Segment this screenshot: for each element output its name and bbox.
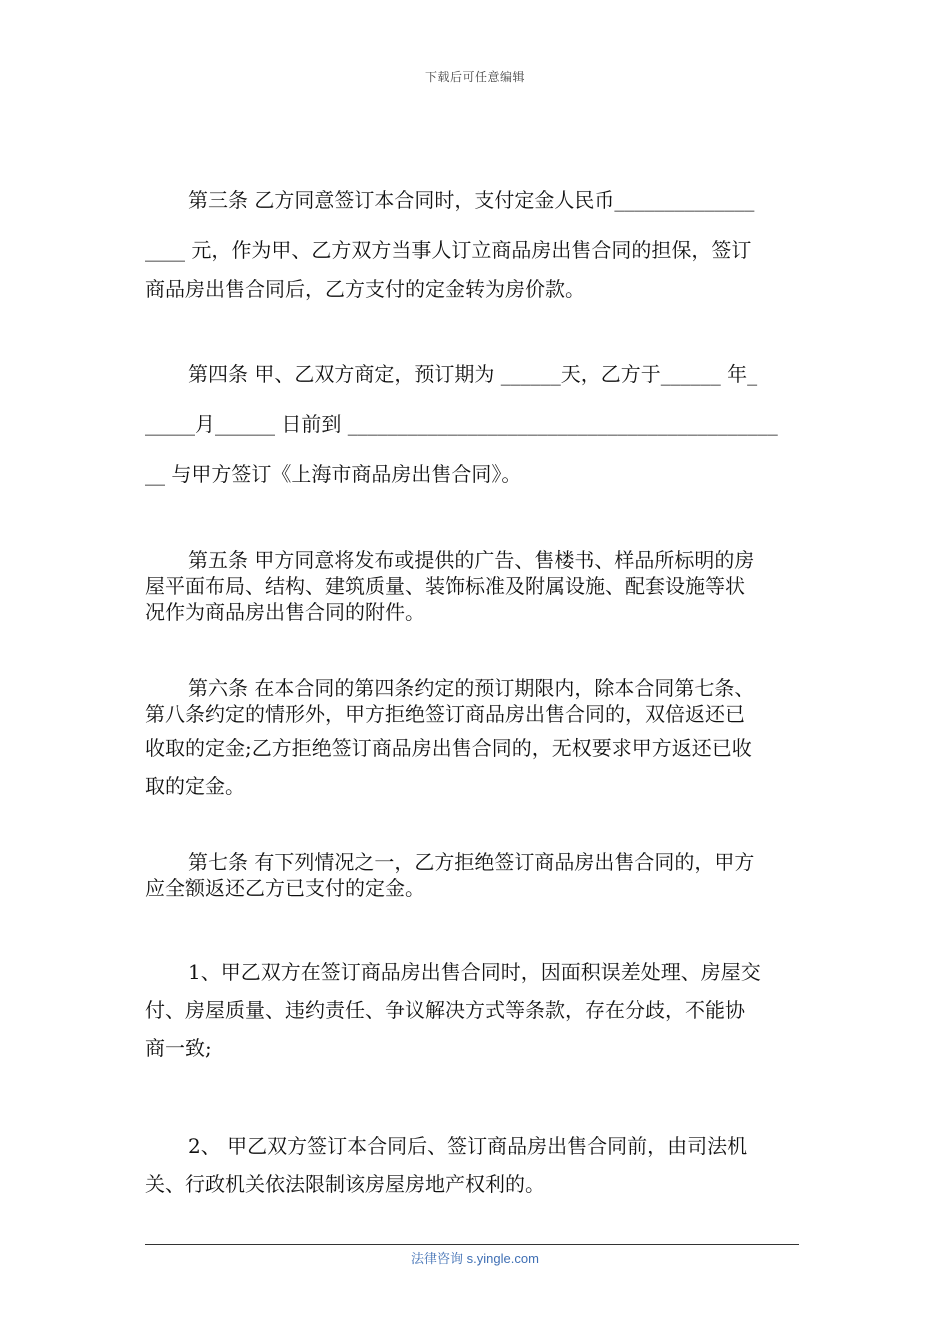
footer-divider xyxy=(145,1244,799,1245)
footer-site: s.yingle.com xyxy=(463,1251,539,1266)
footer-label: 法律咨询 xyxy=(411,1252,464,1267)
clause-4-line-2: _____月______ 日前到 ___________________________________________ xyxy=(145,412,778,436)
clause-6-line-1: 第六条 在本合同的第四条约定的预订期限内，除本合同第七条、 xyxy=(188,676,755,700)
clause-3-line-1: 第三条 乙方同意签订本合同时，支付定金人民币______________ xyxy=(188,188,755,212)
clause-6-line-4: 取的定金。 xyxy=(145,774,245,798)
clause-5-line-2: 屋平面布局、结构、建筑质量、装饰标准及附属设施、配套设施等状 xyxy=(145,574,745,598)
list-item-1-line-1: 1、甲乙双方在签订商品房出售合同时，因面积误差处理、房屋交 xyxy=(188,960,761,984)
footer-link[interactable] xyxy=(0,1248,950,1267)
clause-7-line-2: 应全额返还乙方已支付的定金。 xyxy=(145,876,425,900)
list-item-2-line-1: 2、 甲乙双方签订本合同后、签订商品房出售合同前，由司法机 xyxy=(188,1134,748,1158)
clause-3-line-2: ____ 元，作为甲、乙方双方当事人订立商品房出售合同的担保，签订 xyxy=(145,238,752,262)
clause-5-line-3: 况作为商品房出售合同的附件。 xyxy=(145,600,425,624)
list-item-1-line-2: 付、房屋质量、违约责任、争议解决方式等条款，存在分歧，不能协 xyxy=(145,998,745,1022)
clause-3-line-3: 商品房出售合同后，乙方支付的定金转为房价款。 xyxy=(145,277,585,301)
clause-4-line-1: 第四条 甲、乙双方商定，预订期为 ______天，乙方于______ 年_ xyxy=(188,362,758,386)
clause-7-line-1: 第七条 有下列情况之一，乙方拒绝签订商品房出售合同的，甲方 xyxy=(188,850,755,874)
clause-6-line-3: 收取的定金;乙方拒绝签订商品房出售合同的，无权要求甲方返还已收 xyxy=(145,736,752,760)
clause-4-line-3: __ 与甲方签订《上海市商品房出售合同》。 xyxy=(145,462,522,486)
clause-5-line-1: 第五条 甲方同意将发布或提供的广告、售楼书、样品所标明的房 xyxy=(188,548,755,572)
list-item-1-line-3: 商一致; xyxy=(145,1036,212,1060)
clause-6-line-2: 第八条约定的情形外，甲方拒绝签订商品房出售合同的，双倍返还已 xyxy=(145,702,745,726)
header-note: 下载后可任意编辑 xyxy=(424,70,525,84)
list-item-2-line-2: 关、行政机关依法限制该房屋房地产权利的。 xyxy=(145,1172,545,1196)
